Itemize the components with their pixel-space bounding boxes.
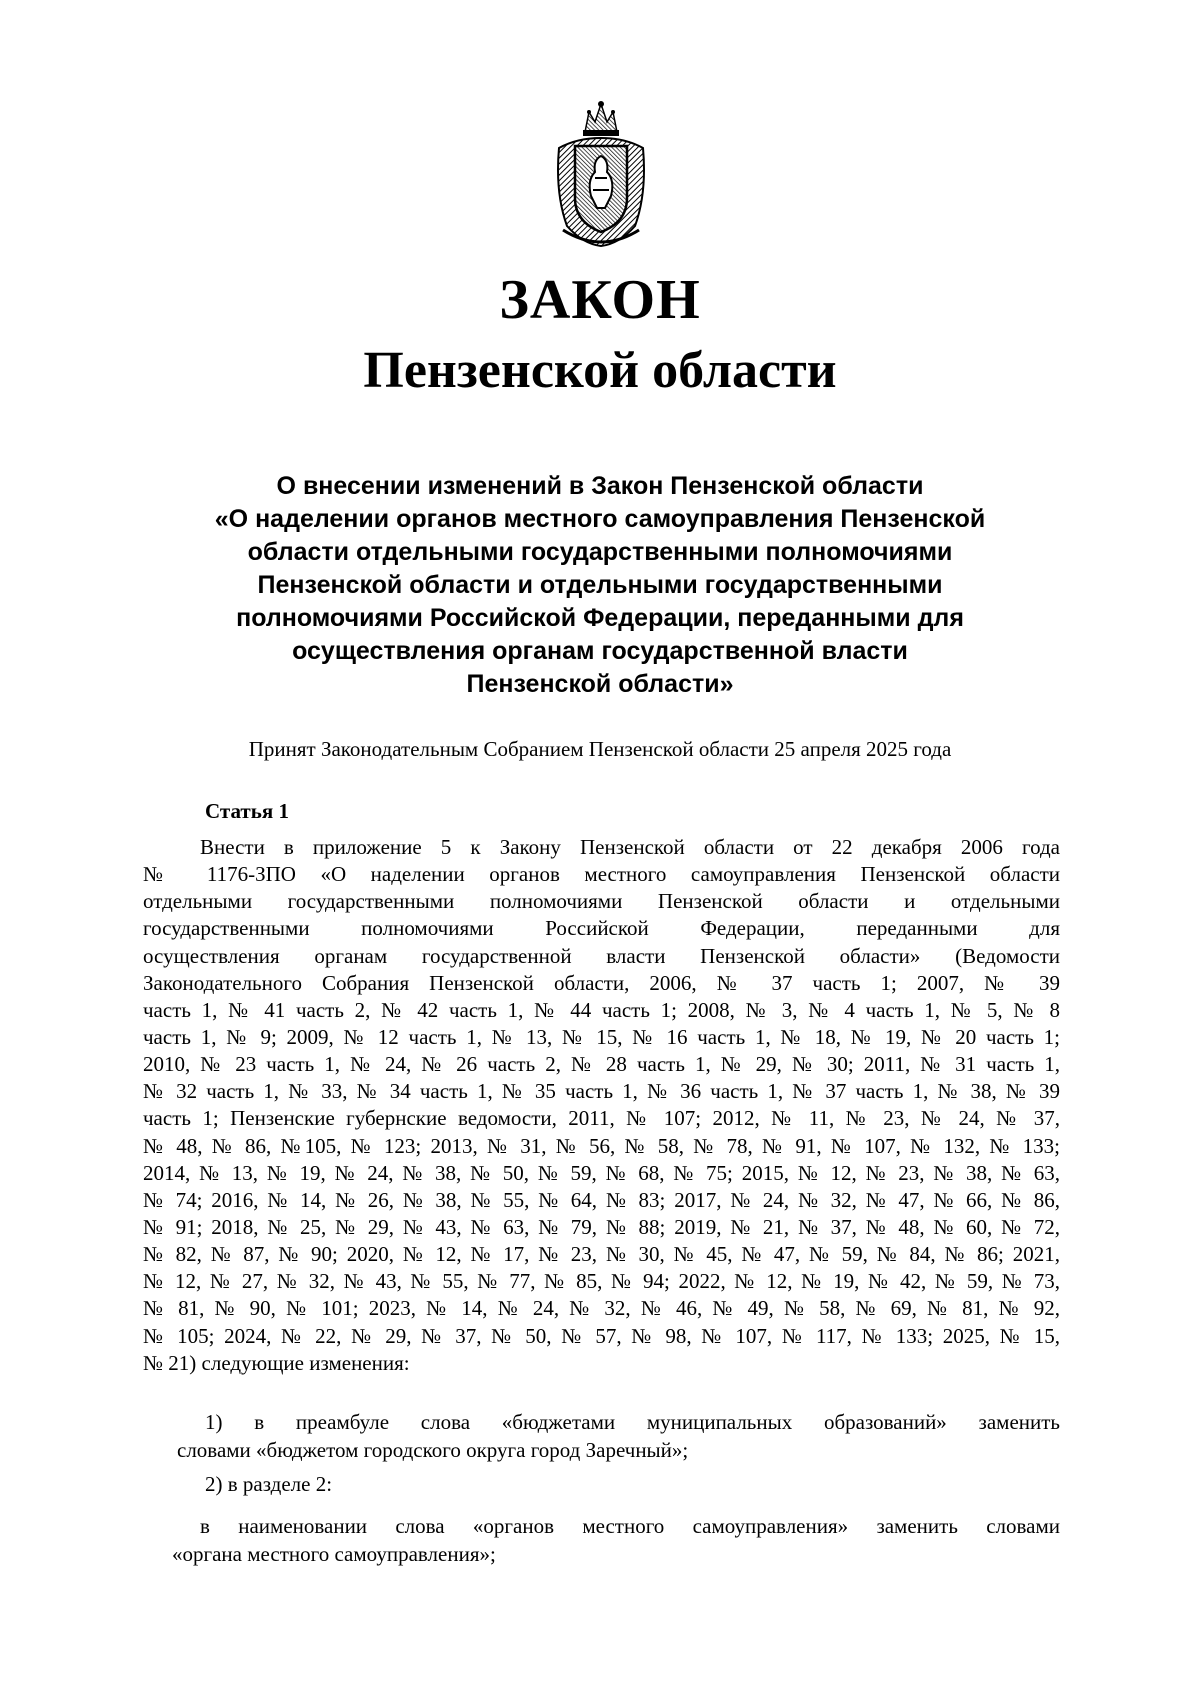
paragraph-line: № 82, № 87, № 90; 2020, № 12, № 17, № 23, № 30, № 45, № 47, № 59, № 84, № 86; 2021, [143,1242,1060,1267]
adoption-note: Принят Законодательным Собранием Пензенской области 25 апреля 2025 года [248,737,952,761]
list-item-line: в наименовании слова «органов местного самоуправления» заменить словами [200,1514,1060,1538]
paragraph-line: № 32 часть 1, № 33, № 34 часть 1, № 35 часть 1, № 36 часть 1, № 37 часть 1, № 38, № 39 [143,1079,1060,1104]
law-title-line: Пензенской области» [466,670,734,698]
law-title-line: осуществления органам государственной власти [292,637,908,665]
paragraph-line: Внести в приложение 5 к Закону Пензенской области от 22 декабря 2006 года [200,835,1060,859]
law-heading: ЗАКОН [499,269,701,331]
list-item-line: «органа местного самоуправления»; [172,1542,496,1566]
paragraph-line: часть 1; Пензенские губернские ведомости, 2011, № 107; 2012, № 11, № 23, № 24, № 37, [143,1106,1060,1131]
law-title [140,470,1060,701]
list-item-line: словами «бюджетом городского округа город Заречный»; [177,1438,689,1462]
law-title-line: Пензенской области и отдельными государственными [257,571,943,599]
paragraph-line: 2010, № 23 часть 1, № 24, № 26 часть 2, № 28 часть 1, № 29, № 30; 2011, № 31 часть 1, [143,1052,1060,1077]
paragraph-line: № 1176-ЗПО «О наделении органов местного самоуправления Пензенской области [143,862,1060,887]
paragraph-line: № 105; 2024, № 22, № 29, № 37, № 50, № 57, № 98, № 107, № 117, № 133; 2025, № 15, [143,1323,1060,1348]
law-title-line: О внесении изменений в Закон Пензенской области [276,472,924,500]
list-item-3 [172,1512,1060,1568]
article-heading: Статья 1 [205,799,289,823]
paragraph-line: № 74; 2016, № 14, № 26, № 38, № 55, № 64, № 83; 2017, № 24, № 32, № 47, № 66, № 86, [143,1187,1060,1212]
coat-of-arms-emblem [545,98,657,248]
paragraph-line: 2014, № 13, № 19, № 24, № 38, № 50, № 59, № 68, № 75; 2015, № 12, № 23, № 38, № 63, [143,1160,1060,1185]
article-paragraph [143,834,1060,1377]
list-item-2 [205,1470,332,1498]
paragraph-line: государственными полномочиями Российской Федерации, переданными для [143,916,1060,941]
list-item-1 [177,1408,1060,1464]
paragraph-line: № 81, № 90, № 101; 2023, № 14, № 24, № 32, № 46, № 49, № 58, № 69, № 81, № 92, [143,1296,1060,1321]
region-heading: Пензенской области [363,342,837,399]
paragraph-line: № 12, № 27, № 32, № 43, № 55, № 77, № 85, № 94; 2022, № 12, № 19, № 42, № 59, № 73, [143,1269,1060,1294]
list-item-line: 2) в разделе 2: [205,1472,333,1496]
paragraph-line: Законодательного Собрания Пензенской области, 2006, № 37 часть 1; 2007, № 39 [143,970,1060,995]
law-title-line: «О наделении органов местного самоуправления Пензенской [214,505,986,533]
paragraph-line: осуществления органам государственной власти Пензенской области» (Ведомости [143,943,1060,968]
paragraph-line: № 21) следующие изменения: [143,1350,410,1375]
law-title-line: полномочиями Российской Федерации, переданными для [236,604,964,632]
paragraph-line: отдельными государственными полномочиями Пензенской области и отдельными [143,889,1060,914]
paragraph-line: № 48, № 86, №105, № 123; 2013, № 31, № 56, № 58, № 78, № 91, № 107, № 132, № 133; [143,1133,1060,1158]
paragraph-line: № 91; 2018, № 25, № 29, № 43, № 63, № 79, № 88; 2019, № 21, № 37, № 48, № 60, № 72, [143,1214,1060,1239]
list-item-line: 1) в преамбуле слова «бюджетами муниципальных образований» заменить [205,1410,1060,1434]
law-title-line: области отдельными государственными полномочиями [247,538,953,566]
paragraph-line: часть 1, № 9; 2009, № 12 часть 1, № 13, № 15, № 16 часть 1, № 18, № 19, № 20 часть 1; [143,1024,1060,1049]
paragraph-line: часть 1, № 41 часть 2, № 42 часть 1, № 44 часть 1; 2008, № 3, № 4 часть 1, № 5, № 8 [143,997,1060,1022]
